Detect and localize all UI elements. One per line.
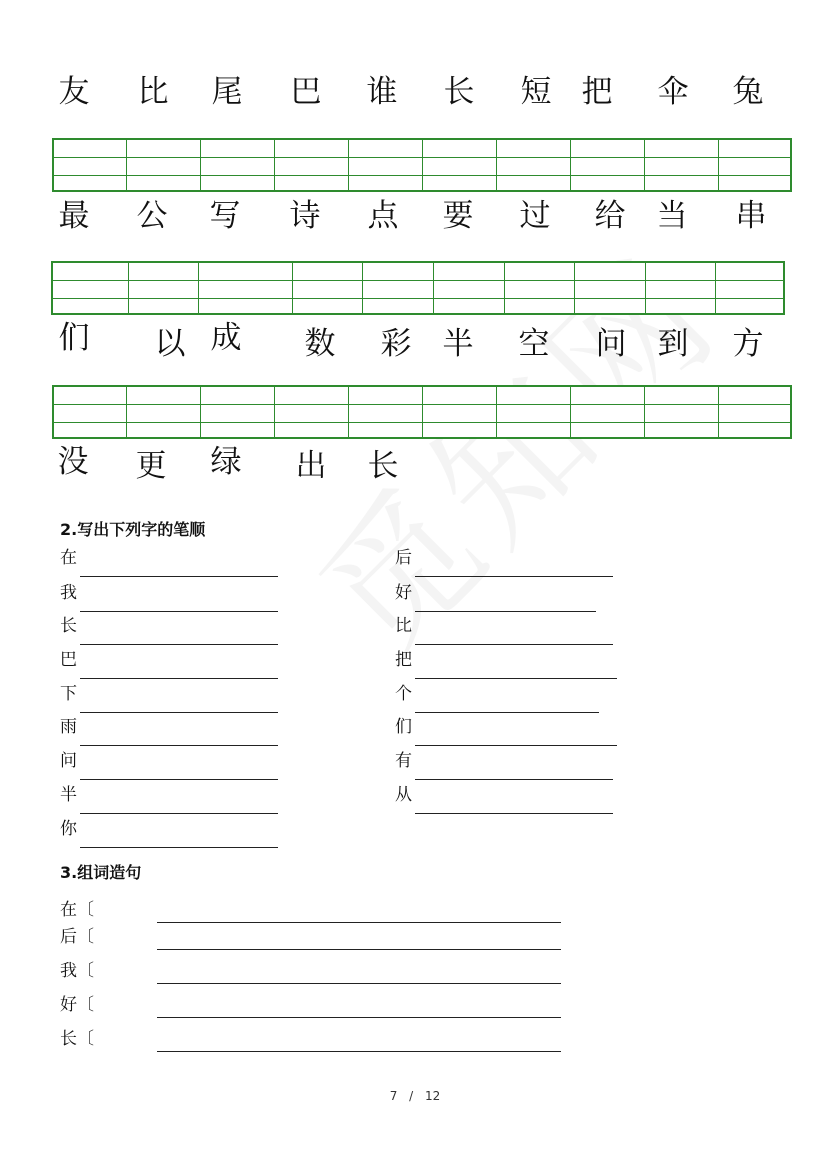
- answer-line[interactable]: [80, 576, 278, 577]
- character: 最: [58, 198, 90, 234]
- character: 友: [58, 74, 90, 110]
- stroke-item[interactable]: [395, 785, 615, 814]
- answer-line[interactable]: [415, 745, 617, 746]
- answer-line[interactable]: [157, 1051, 561, 1052]
- character: 更: [135, 448, 167, 484]
- character: 伞: [657, 74, 689, 110]
- character: 成: [210, 320, 242, 356]
- answer-line[interactable]: [415, 611, 596, 612]
- character: 公: [136, 198, 168, 234]
- answer-line[interactable]: [415, 813, 613, 814]
- stroke-char-label: 问: [60, 751, 77, 771]
- stroke-char-label: 比: [395, 616, 412, 636]
- character: 问: [595, 326, 627, 362]
- character: 串: [735, 198, 767, 234]
- writing-grid-1[interactable]: [52, 138, 792, 192]
- character: 尾: [211, 74, 243, 110]
- answer-line[interactable]: [80, 712, 278, 713]
- stroke-char-label: 下: [60, 684, 77, 704]
- stroke-item[interactable]: [60, 684, 280, 713]
- stroke-char-label: 在: [60, 548, 77, 568]
- stroke-item[interactable]: [60, 819, 280, 848]
- answer-line[interactable]: [415, 712, 599, 713]
- answer-line[interactable]: [415, 576, 613, 577]
- stroke-char-label: 有: [395, 751, 412, 771]
- answer-line[interactable]: [415, 779, 613, 780]
- stroke-item[interactable]: [395, 583, 605, 612]
- character: 要: [442, 198, 474, 234]
- stroke-item[interactable]: [395, 751, 615, 780]
- character: 诗: [289, 198, 321, 234]
- character: 谁: [366, 74, 398, 110]
- word-char-label: 我〔: [60, 961, 94, 981]
- stroke-item[interactable]: [395, 650, 620, 679]
- stroke-char-label: 雨: [60, 717, 77, 737]
- character: 过: [519, 198, 551, 234]
- stroke-char-label: 你: [60, 819, 77, 839]
- character: 长: [367, 448, 399, 484]
- character: 写: [209, 198, 241, 234]
- stroke-char-label: 长: [60, 616, 77, 636]
- stroke-char-label: 从: [395, 785, 412, 805]
- word-char-label: 在〔: [60, 900, 94, 920]
- stroke-char-label: 把: [395, 650, 412, 670]
- stroke-item[interactable]: [60, 583, 280, 612]
- answer-line[interactable]: [80, 678, 278, 679]
- character-row-1: [0, 70, 830, 114]
- answer-line[interactable]: [157, 1017, 561, 1018]
- stroke-item[interactable]: [395, 548, 615, 577]
- stroke-char-label: 半: [60, 785, 77, 805]
- answer-line[interactable]: [80, 611, 278, 612]
- character: 彩: [380, 326, 412, 362]
- stroke-char-label: 后: [395, 548, 412, 568]
- word-sentence-item[interactable]: [60, 899, 580, 923]
- answer-line[interactable]: [80, 644, 278, 645]
- stroke-char-label: 巴: [60, 650, 77, 670]
- stroke-char-label: 们: [395, 717, 412, 737]
- character: 兔: [732, 74, 764, 110]
- character-row-2: [0, 194, 830, 238]
- stroke-item[interactable]: [60, 717, 280, 746]
- character: 半: [442, 326, 474, 362]
- character: 给: [594, 198, 626, 234]
- answer-line[interactable]: [415, 678, 617, 679]
- character: 短: [520, 74, 552, 110]
- answer-line[interactable]: [157, 983, 561, 984]
- character: 比: [137, 74, 169, 110]
- stroke-item[interactable]: [60, 650, 280, 679]
- character: 没: [57, 444, 89, 480]
- character: 出: [295, 448, 327, 484]
- section-3-title: 3.组词造句: [60, 863, 142, 882]
- character-row-4: [0, 440, 830, 484]
- stroke-item[interactable]: [60, 751, 280, 780]
- character: 数: [304, 326, 336, 362]
- character-row-3: [0, 316, 830, 360]
- stroke-item[interactable]: [395, 616, 615, 645]
- character: 到: [657, 326, 689, 362]
- answer-line[interactable]: [80, 813, 278, 814]
- word-sentence-item[interactable]: [60, 960, 580, 984]
- total-pages: 12: [425, 1089, 441, 1103]
- answer-line[interactable]: [157, 922, 561, 923]
- page-number: [0, 1089, 830, 1103]
- word-sentence-item[interactable]: [60, 994, 580, 1018]
- character: 方: [732, 326, 764, 362]
- answer-line[interactable]: [415, 644, 613, 645]
- word-sentence-item[interactable]: [60, 926, 580, 950]
- character: 长: [443, 74, 475, 110]
- stroke-item[interactable]: [60, 548, 280, 577]
- current-page: 7: [389, 1089, 398, 1103]
- stroke-char-label: 好: [395, 583, 412, 603]
- word-sentence-item[interactable]: [60, 1028, 580, 1052]
- stroke-item[interactable]: [395, 717, 620, 746]
- character: 巴: [290, 74, 322, 110]
- character: 点: [367, 198, 399, 234]
- character: 当: [656, 198, 688, 234]
- character: 空: [518, 326, 550, 362]
- character: 们: [58, 320, 90, 356]
- writing-grid-2[interactable]: [51, 261, 785, 315]
- word-char-label: 好〔: [60, 995, 94, 1015]
- character: 以: [154, 326, 186, 362]
- word-char-label: 长〔: [60, 1029, 94, 1049]
- character: 把: [581, 74, 613, 110]
- section-2-title: 2.写出下列字的笔顺: [60, 520, 206, 539]
- stroke-char-label: 个: [395, 684, 412, 704]
- stroke-item[interactable]: [395, 684, 605, 713]
- stroke-item[interactable]: [60, 785, 280, 814]
- word-char-label: 后〔: [60, 927, 94, 947]
- answer-line[interactable]: [80, 779, 278, 780]
- stroke-char-label: 我: [60, 583, 77, 603]
- page-separator: /: [409, 1089, 414, 1103]
- answer-line[interactable]: [157, 949, 561, 950]
- character: 绿: [210, 444, 242, 480]
- answer-line[interactable]: [80, 847, 278, 848]
- answer-line[interactable]: [80, 745, 278, 746]
- stroke-item[interactable]: [60, 616, 280, 645]
- writing-grid-3[interactable]: [52, 385, 792, 439]
